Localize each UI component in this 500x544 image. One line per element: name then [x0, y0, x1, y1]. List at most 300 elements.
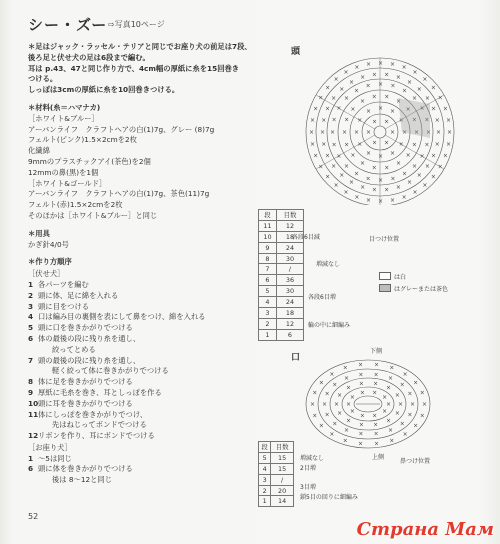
- step-text: 厚紙に毛糸を巻き、耳としっぽを作る: [38, 387, 162, 397]
- single-crochet-symbol: ×: [358, 380, 364, 388]
- round-number-cell: 10: [259, 231, 277, 242]
- single-crochet-symbol: ×: [385, 384, 391, 392]
- materials-line: そのほかは［ホワイト&ブルー］と同じ: [28, 210, 158, 220]
- table-row: [259, 264, 304, 275]
- step-text: 頭に耳を巻きかがりでつける: [38, 398, 133, 408]
- round-number-cell: 7: [259, 264, 277, 275]
- head-crochet-chart: [280, 40, 490, 205]
- round-number-cell: 3: [259, 308, 277, 319]
- step-item: [28, 302, 283, 313]
- step-item: [28, 399, 283, 410]
- single-crochet-symbol: ×: [412, 188, 418, 196]
- single-crochet-symbol: ×: [384, 186, 390, 194]
- single-crochet-symbol: ×: [424, 141, 430, 149]
- single-crochet-symbol: ×: [366, 196, 372, 204]
- stitch-count-cell: 24: [276, 297, 303, 308]
- single-crochet-symbol: ×: [411, 95, 417, 103]
- single-crochet-symbol: ×: [390, 82, 396, 90]
- head-ring-note: 輪の中に細編み: [308, 322, 351, 329]
- head-inc-note: 各段6目増: [308, 294, 336, 301]
- steps-subheading-sitting: ［お座り犬］: [28, 442, 72, 452]
- single-crochet-symbol: ×: [372, 139, 378, 147]
- photo-reference: ⇨写真10ページ: [108, 20, 165, 29]
- single-crochet-symbol: ×: [422, 181, 428, 189]
- step-text: 体にしっぽを巻きかがりでつけ、: [38, 409, 148, 419]
- single-crochet-symbol: ×: [378, 105, 384, 112]
- single-crochet-symbol: ×: [407, 78, 413, 86]
- single-crochet-symbol: ×: [343, 69, 349, 77]
- mouth-table-header-round: 段: [259, 442, 271, 453]
- step-number: [28, 345, 38, 356]
- single-crochet-symbol: ×: [318, 163, 324, 171]
- head-eye-note: 目つけ位置: [369, 236, 400, 243]
- step-number: 3: [28, 301, 34, 311]
- single-crochet-symbol: ×: [419, 105, 425, 112]
- intro-notes: [28, 42, 283, 96]
- step-item: [28, 464, 283, 475]
- single-crochet-symbol: ×: [424, 163, 430, 171]
- single-crochet-symbol: ×: [329, 370, 335, 378]
- stitch-count-cell: 18: [276, 231, 303, 242]
- single-crochet-symbol: ×: [430, 84, 436, 92]
- single-crochet-symbol: ×: [366, 149, 372, 157]
- single-crochet-symbol: ×: [331, 116, 337, 124]
- single-crochet-symbol: ×: [313, 105, 319, 113]
- single-crochet-symbol: ×: [384, 93, 390, 101]
- single-crochet-symbol: ×: [336, 153, 342, 160]
- single-crochet-symbol: ×: [349, 179, 355, 187]
- single-crochet-symbol: ×: [378, 153, 384, 160]
- single-crochet-symbol: ×: [398, 141, 404, 148]
- single-crochet-symbol: ×: [325, 173, 331, 181]
- round-number-cell: 4: [259, 463, 271, 474]
- single-crochet-symbol: ×: [344, 162, 350, 170]
- steps-heading: ＊作り方順序: [28, 257, 72, 267]
- single-crochet-symbol: ×: [332, 420, 338, 428]
- round-number-cell: 2: [259, 318, 277, 329]
- single-crochet-symbol: ×: [390, 129, 396, 136]
- single-crochet-symbol: ×: [324, 390, 330, 398]
- single-crochet-symbol: ×: [385, 417, 391, 425]
- single-crochet-symbol: ×: [390, 175, 396, 183]
- single-crochet-symbol: ×: [365, 82, 371, 90]
- single-crochet-symbol: ×: [411, 162, 417, 170]
- single-crochet-symbol: ×: [394, 410, 400, 418]
- table-row: [259, 220, 304, 231]
- single-crochet-symbol: ×: [349, 78, 355, 86]
- single-crochet-symbol: ×: [350, 105, 356, 113]
- single-crochet-symbol: ×: [378, 198, 384, 205]
- stitch-count-cell: 6: [276, 329, 303, 340]
- single-crochet-symbol: ×: [330, 129, 336, 136]
- single-crochet-symbol: ×: [342, 437, 348, 445]
- materials-section: [28, 103, 283, 222]
- page-number: 52: [28, 512, 39, 521]
- mouth-lower-side: 下側: [370, 348, 383, 355]
- step-item: [28, 420, 283, 431]
- step-number: 5: [28, 323, 34, 333]
- intro-line: しっぽは3cmの厚紙に糸を10回巻きつける。: [28, 85, 180, 95]
- step-text: 軽く絞って体に巻きかがりでつける: [52, 366, 169, 376]
- tools-line: かぎ針4/0号: [28, 239, 69, 249]
- single-crochet-symbol: ×: [373, 371, 379, 379]
- mouth-table-header-count: 目数: [271, 442, 294, 453]
- single-crochet-symbol: ×: [410, 401, 416, 408]
- single-crochet-symbol: ×: [447, 129, 453, 136]
- single-crochet-symbol: ×: [405, 105, 411, 113]
- mouth-inc2-note: 2目増: [300, 465, 316, 472]
- table-row: [259, 308, 304, 319]
- step-item: [28, 334, 283, 345]
- materials-line: フェルト(赤)1.5×2cmを2枚: [28, 200, 123, 210]
- step-text: 絞ってとめる: [52, 344, 96, 354]
- single-crochet-symbol: ×: [372, 412, 378, 420]
- step-text: 頭に目をつける: [38, 301, 90, 311]
- single-crochet-symbol: ×: [382, 393, 388, 401]
- single-crochet-symbol: ×: [354, 170, 360, 178]
- mouth-upper-side: 上側: [372, 454, 385, 461]
- materials-line: 9mmのプラスチックアイ(茶色)を2個: [28, 156, 151, 166]
- step-item: [28, 312, 283, 323]
- single-crochet-symbol: ×: [445, 140, 451, 148]
- table-row: [259, 463, 294, 474]
- stitch-count-cell: 15: [271, 452, 294, 463]
- single-crochet-symbol: ×: [445, 117, 451, 125]
- single-crochet-symbol: ×: [337, 410, 343, 418]
- step-item: [28, 366, 283, 377]
- stitch-count-cell: 24: [276, 242, 303, 253]
- single-crochet-symbol: ×: [402, 170, 408, 178]
- single-crochet-symbol: ×: [358, 430, 364, 438]
- materials-line: 化繊綿: [28, 146, 50, 156]
- round-number-cell: 3: [259, 474, 271, 485]
- steps-list: [28, 280, 283, 442]
- single-crochet-symbol: ×: [384, 71, 390, 79]
- step-text: 先はねじってボンドでつける: [52, 420, 147, 430]
- single-crochet-symbol: ×: [386, 401, 392, 408]
- stitch-count-cell: 15: [271, 463, 294, 474]
- single-crochet-symbol: ×: [419, 153, 425, 160]
- single-crochet-symbol: ×: [366, 108, 372, 116]
- stitch-count-cell: 12: [276, 318, 303, 329]
- single-crochet-symbol: ×: [389, 196, 396, 204]
- single-crochet-symbol: ×: [384, 139, 390, 147]
- single-crochet-symbol: ×: [399, 381, 405, 389]
- single-crochet-symbol: ×: [310, 117, 316, 125]
- round-number-cell: 1: [259, 329, 277, 340]
- step-number: 11: [28, 409, 39, 419]
- table-row: [259, 496, 294, 507]
- materials-line: アーバンライフ クラフトヘアの白(1)7g、グレー (8)7g: [28, 124, 215, 134]
- single-crochet-symbol: ×: [359, 412, 365, 420]
- step-item: [28, 454, 283, 465]
- single-crochet-symbol: ×: [407, 390, 413, 398]
- single-crochet-symbol: ×: [396, 97, 402, 105]
- single-crochet-symbol: ×: [384, 164, 390, 172]
- single-crochet-symbol: ×: [402, 129, 408, 136]
- step-item: [28, 431, 283, 442]
- single-crochet-symbol: ×: [336, 105, 342, 112]
- single-crochet-symbol: ×: [373, 421, 379, 429]
- single-crochet-symbol: ×: [442, 152, 448, 160]
- table-row: [259, 242, 304, 253]
- materials-line: フェルト(ピンク)1.5×2cmを2枚: [28, 135, 137, 145]
- single-crochet-symbol: ×: [371, 71, 377, 79]
- single-crochet-symbol: ×: [331, 141, 337, 149]
- single-crochet-symbol: ×: [402, 431, 408, 439]
- single-crochet-symbol: ×: [354, 64, 360, 72]
- single-crochet-symbol: ×: [358, 371, 364, 379]
- single-crochet-symbol: ×: [399, 420, 405, 428]
- single-crochet-symbol: ×: [358, 440, 364, 448]
- step-number: [28, 420, 38, 431]
- single-crochet-symbol: ×: [318, 94, 324, 102]
- single-crochet-symbol: ×: [339, 172, 345, 180]
- single-crochet-symbol: ×: [359, 389, 365, 397]
- step-item: [28, 356, 283, 367]
- step-item: [28, 377, 283, 388]
- stitch-count-cell: 30: [276, 253, 303, 264]
- mouth-no-change-note: 増減なし: [300, 455, 325, 462]
- single-crochet-symbol: ×: [312, 389, 318, 397]
- tools-section: [28, 229, 283, 251]
- intro-line: 後ろ足と伏せ犬の足は6段まで編む。: [28, 52, 150, 62]
- single-crochet-symbol: ×: [357, 117, 363, 124]
- page-title: シー・ズー: [28, 16, 108, 34]
- single-crochet-symbol: ×: [413, 379, 419, 387]
- legend-gray-label: はグレーまたは茶色: [394, 286, 449, 293]
- single-crochet-symbol: ×: [358, 361, 364, 369]
- step-text: 頭に口を巻きかがりでつける: [38, 323, 133, 333]
- single-crochet-symbol: ×: [339, 85, 345, 93]
- single-crochet-symbol: ×: [360, 184, 366, 192]
- single-crochet-symbol: ×: [332, 381, 338, 389]
- single-crochet-symbol: ×: [411, 141, 417, 149]
- mouth-crochet-chart: [300, 352, 440, 452]
- single-crochet-symbol: ×: [329, 431, 335, 439]
- single-crochet-symbol: ×: [371, 186, 377, 194]
- single-crochet-symbol: ×: [344, 141, 350, 149]
- single-crochet-symbol: ×: [325, 84, 331, 92]
- single-crochet-symbol: ×: [346, 417, 352, 425]
- single-crochet-symbol: ×: [346, 401, 352, 408]
- stitch-count-cell: 12: [276, 220, 303, 231]
- step-text: 体の最後の段に残り糸を通し、: [38, 333, 141, 343]
- single-crochet-symbol: ×: [358, 421, 364, 429]
- materials-line: ［ホワイト&ブルー］: [28, 113, 99, 123]
- mouth-inc3-note: 3目増: [300, 484, 316, 491]
- single-crochet-symbol: ×: [384, 118, 390, 126]
- single-crochet-symbol: ×: [313, 152, 319, 160]
- single-crochet-symbol: ×: [334, 401, 340, 408]
- single-crochet-symbol: ×: [342, 129, 348, 136]
- single-crochet-symbol: ×: [309, 129, 315, 136]
- steps-section: [28, 257, 283, 486]
- table-row: [259, 286, 304, 297]
- single-crochet-symbol: ×: [337, 391, 343, 399]
- intro-line: ＊足はジャック・ラッセル・テリアと同じでお座り犬の前足は7段、: [28, 42, 252, 51]
- step-number: 1: [28, 279, 34, 289]
- materials-line: 12mmの鼻(黒)を1個: [28, 167, 99, 177]
- single-crochet-symbol: ×: [382, 408, 388, 416]
- legend-gray-swatch: [379, 284, 391, 292]
- table-row: [259, 318, 304, 329]
- table-row: [259, 231, 304, 242]
- mouth-round-table: [258, 441, 294, 507]
- single-crochet-symbol: ×: [321, 116, 327, 124]
- single-crochet-symbol: ×: [402, 87, 408, 95]
- single-crochet-symbol: ×: [437, 94, 443, 102]
- single-crochet-symbol: ×: [388, 426, 394, 434]
- single-crochet-symbol: ×: [378, 177, 384, 184]
- step-number: 2: [28, 290, 34, 300]
- single-crochet-symbol: ×: [430, 152, 437, 160]
- intro-line: 耳は p.43、47と同じ作り方で、4cm幅の厚紙に糸を15回巻き: [28, 63, 240, 73]
- single-crochet-symbol: ×: [360, 97, 366, 105]
- single-crochet-symbol: ×: [354, 129, 360, 136]
- step-text: 各パーツを編む: [38, 279, 89, 289]
- single-crochet-symbol: ×: [413, 422, 419, 430]
- single-crochet-symbol: ×: [325, 105, 331, 113]
- single-crochet-symbol: ×: [442, 105, 448, 113]
- step-number: [28, 475, 38, 486]
- single-crochet-symbol: ×: [371, 164, 377, 172]
- single-crochet-symbol: ×: [357, 141, 363, 148]
- stitch-count-cell: 36: [276, 275, 303, 286]
- round-number-cell: 8: [259, 253, 277, 264]
- single-crochet-symbol: ×: [318, 379, 324, 387]
- round-number-cell: 11: [259, 220, 277, 231]
- single-crochet-symbol: ×: [373, 440, 380, 448]
- materials-line: ［ホワイト&ゴールド］: [28, 178, 107, 188]
- single-crochet-symbol: ×: [310, 401, 316, 408]
- single-crochet-symbol: ×: [422, 401, 428, 408]
- mouth-diagram-label: 口: [291, 353, 301, 363]
- step-number: 8: [28, 377, 34, 387]
- single-crochet-symbol: ×: [389, 364, 395, 372]
- legend-white-label: は白: [394, 274, 407, 281]
- tools-heading: ＊用具: [28, 228, 50, 238]
- materials-line: アーバンライフ クラフトヘアの白(1)7g、茶色(11)7g: [28, 189, 210, 199]
- single-crochet-symbol: ×: [434, 141, 440, 149]
- stitch-count-cell: /: [271, 474, 294, 485]
- single-crochet-symbol: ×: [322, 401, 328, 408]
- single-crochet-symbol: ×: [378, 81, 384, 88]
- single-crochet-symbol: ×: [360, 73, 366, 81]
- round-number-cell: 5: [259, 452, 271, 463]
- single-crochet-symbol: ×: [372, 118, 378, 126]
- single-crochet-symbol: ×: [320, 129, 326, 136]
- single-crochet-symbol: ×: [411, 116, 417, 124]
- round-number-cell: 5: [259, 286, 277, 297]
- step-number: 6: [28, 333, 34, 343]
- single-crochet-symbol: ×: [344, 426, 350, 434]
- step-text: 〜5は同じ: [38, 453, 72, 463]
- stitch-count-cell: 18: [276, 308, 303, 319]
- single-crochet-symbol: ×: [419, 412, 425, 420]
- round-number-cell: 4: [259, 297, 277, 308]
- step-text: 頭に体を巻きかがりでつける: [38, 464, 133, 474]
- single-crochet-symbol: ×: [354, 87, 360, 95]
- single-crochet-symbol: ×: [312, 412, 318, 420]
- single-crochet-symbol: ×: [325, 152, 331, 160]
- site-watermark: Страна Мам: [356, 519, 494, 540]
- step-item: [28, 388, 283, 399]
- step-number: 1: [28, 453, 34, 463]
- single-crochet-symbol: ×: [378, 60, 384, 67]
- step-item: [28, 280, 283, 291]
- steps-subheading-lying: ［伏せ犬］: [28, 269, 65, 279]
- single-crochet-symbol: ×: [437, 163, 443, 171]
- materials-heading: ＊材料(糸＝ハマナカ): [28, 102, 101, 112]
- single-crochet-symbol: ×: [373, 380, 379, 388]
- step-number: 12: [28, 431, 39, 441]
- single-crochet-symbol: ×: [388, 375, 394, 383]
- single-crochet-symbol: ×: [346, 384, 352, 392]
- round-number-cell: 1: [259, 496, 271, 507]
- table-row: [259, 253, 304, 264]
- mouth-ring-note: 鎖5目の回りに細編み: [300, 494, 358, 501]
- single-crochet-symbol: ×: [389, 437, 395, 445]
- single-crochet-symbol: ×: [426, 129, 432, 136]
- single-crochet-symbol: ×: [354, 193, 360, 201]
- step-text: 頭の最後の段に残り糸を通し、: [38, 355, 141, 365]
- step-text: 後は 8〜12と同じ: [52, 475, 113, 485]
- single-crochet-symbol: ×: [422, 76, 428, 84]
- step-number: 4: [28, 312, 34, 322]
- single-crochet-symbol: ×: [343, 188, 349, 196]
- head-no-change-note: 増減なし: [316, 261, 341, 268]
- single-crochet-symbol: ×: [412, 69, 418, 77]
- single-crochet-symbol: ×: [389, 61, 396, 69]
- round-number-cell: 2: [259, 485, 271, 496]
- head-magic-ring: [374, 126, 386, 138]
- step-text: 頭に体、足に綿を入れる: [38, 290, 119, 300]
- single-crochet-symbol: ×: [405, 152, 411, 160]
- single-crochet-symbol: ×: [434, 116, 440, 124]
- single-crochet-symbol: ×: [394, 391, 400, 399]
- single-crochet-symbol: ×: [402, 370, 408, 378]
- single-crochet-symbol: ×: [407, 411, 413, 419]
- table-row: [259, 485, 294, 496]
- single-crochet-symbol: ×: [344, 116, 350, 124]
- legend-white-swatch: [379, 272, 391, 280]
- single-crochet-symbol: ×: [395, 73, 401, 81]
- single-crochet-symbol: ×: [342, 364, 348, 372]
- single-crochet-symbol: ×: [366, 61, 372, 69]
- single-crochet-symbol: ×: [324, 411, 330, 419]
- single-crochet-symbol: ×: [398, 117, 404, 124]
- single-crochet-symbol: ×: [371, 93, 377, 101]
- single-crochet-symbol: ×: [365, 175, 371, 183]
- single-crochet-symbol: ×: [373, 430, 379, 438]
- head-table-header-count: 目数: [276, 210, 303, 221]
- table-row: [259, 474, 294, 485]
- single-crochet-symbol: ×: [424, 116, 430, 124]
- single-crochet-symbol: ×: [416, 85, 422, 93]
- single-crochet-symbol: ×: [331, 163, 337, 171]
- single-crochet-symbol: ×: [350, 152, 356, 160]
- single-crochet-symbol: ×: [318, 422, 324, 430]
- single-crochet-symbol: ×: [321, 141, 327, 149]
- head-round-table: [258, 209, 304, 341]
- head-gray-patch: [398, 98, 430, 138]
- step-number: [28, 366, 38, 377]
- table-row: [259, 329, 304, 340]
- single-crochet-symbol: ×: [390, 108, 396, 116]
- single-crochet-symbol: ×: [401, 64, 407, 72]
- step-text: 口は編み目の裏側を表にして鼻をつけ、綿を入れる: [38, 312, 206, 322]
